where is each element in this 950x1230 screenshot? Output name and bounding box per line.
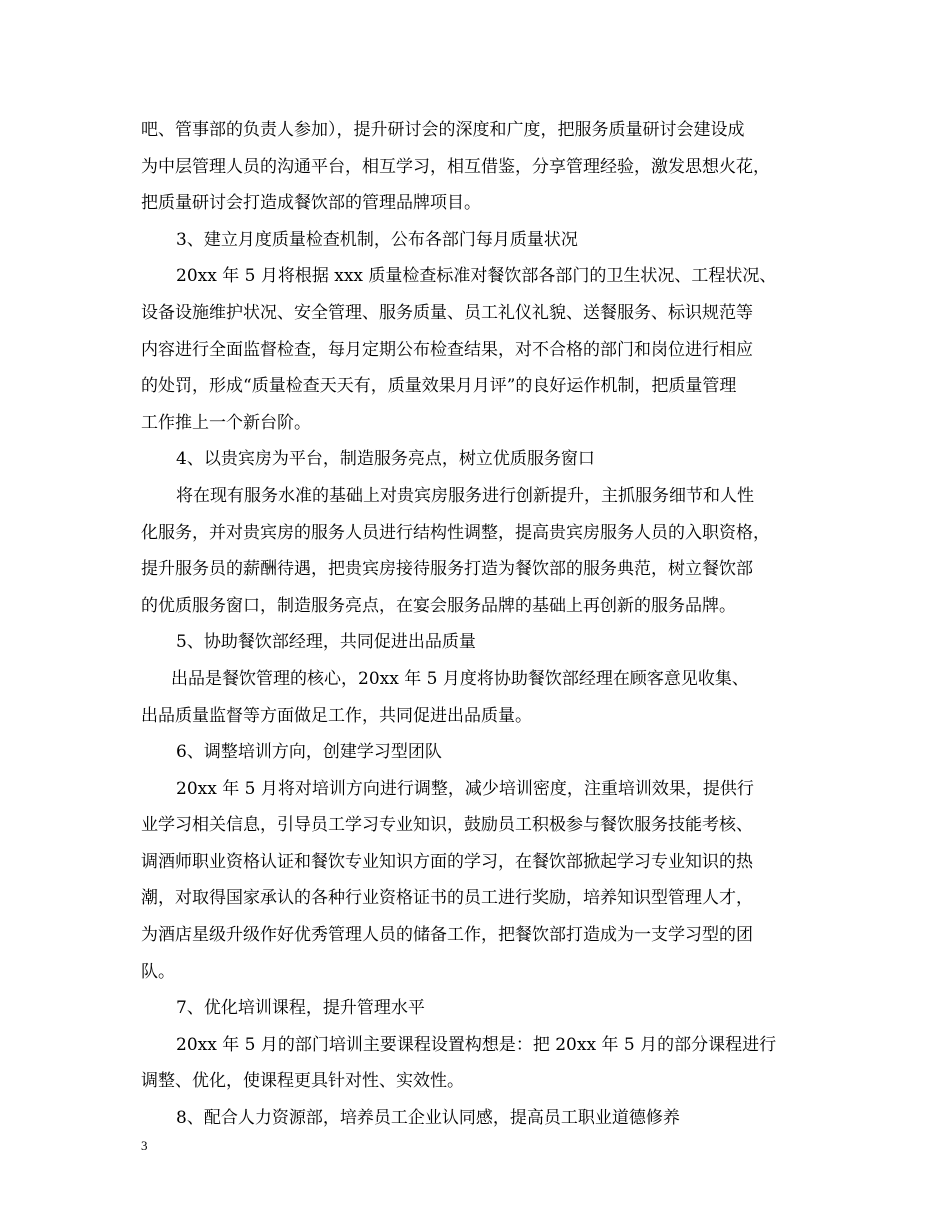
body-text [141,112,813,1137]
text-line: 将在现有服务水准的基础上对贵宾房服务进行创新提升，主抓服务细节和人性 [176,485,754,506]
text-line: 吧、管事部的负责人参加），提升研讨会的深度和广度，把服务质量研讨会建设成 [141,120,745,140]
text-line: 工作推上一个新台阶。 [141,412,311,433]
text-line: 20xx 年 5 月的部门培训主要课程设置构想是：把 20xx 年 5 月的部分课程进行 [176,1034,777,1055]
text-line: 出品质量监督等方面做足工作，共同促进出品质量。 [141,705,532,726]
text-line: 20xx 年 5 月将对培训方向进行调整，减少培训密度，注重培训效果，提供行 [176,778,754,799]
text-line: 为酒店星级升级作好优秀管理人员的储备工作，把餐饮部打造成为一支学习型的团 [141,925,753,946]
text-line: 化服务，并对贵宾房的服务人员进行结构性调整，提高贵宾房服务人员的入职资格， [141,522,770,543]
text-line: 队。 [141,961,175,982]
text-line: 的处罚，形成“质量检查天天有，质量效果月月评”的良好运作机制，把质量管理 [141,376,737,397]
text-line: 出品是餐饮管理的核心，20xx 年 5 月度将协助餐饮部经理在顾客意见收集、 [171,668,749,689]
text-line: 调整、优化，使课程更具针对性、实效性。 [141,1071,464,1092]
text-line: 的优质服务窗口，制造服务亮点，在宴会服务品牌的基础上再创新的服务品牌。 [141,595,736,616]
section-heading-6: 6、调整培训方向，创建学习型团队 [176,742,442,763]
text-line: 设备设施维护状况、安全管理、服务质量、员工礼仪礼貌、送餐服务、标识规范等 [141,302,753,323]
section-heading-5: 5、协助餐饮部经理，共同促进出品质量 [176,632,476,653]
section-heading-3: 3、建立月度质量检查机制，公布各部门每月质量状况 [176,229,578,250]
text-line: 为中层管理人员的沟通平台，相互学习，相互借鉴，分享管理经验，激发思想火花， [141,156,770,177]
text-line: 调酒师职业资格认证和餐饮专业知识方面的学习，在餐饮部掀起学习专业知识的热 [141,851,753,872]
section-heading-8: 8、配合人力资源部，培养员工企业认同感，提高员工职业道德修养 [176,1108,680,1129]
section-heading-4: 4、以贵宾房为平台，制造服务亮点，树立优质服务窗口 [176,449,595,470]
section-heading-7: 7、优化培训课程，提升管理水平 [176,998,425,1019]
text-line: 提升服务员的薪酬待遇，把贵宾房接待服务打造为餐饮部的服务典范，树立餐饮部 [141,559,753,580]
text-line: 把质量研讨会打造成餐饮部的管理品牌项目。 [141,193,481,214]
text-line: 业学习相关信息，引导员工学习专业知识，鼓励员工积极参与餐饮服务技能考核、 [141,815,753,836]
text-line: 潮，对取得国家承认的各种行业资格证书的员工进行奖励，培养知识型管理人才， [141,888,753,909]
text-line: 20xx 年 5 月将根据 xxx 质量检查标准对餐饮部各部门的卫生状况、工程状况、 [176,266,777,287]
text-line: 内容进行全面监督检查，每月定期公布检查结果，对不合格的部门和岗位进行相应 [141,339,753,360]
page-number: 3 [141,1138,148,1153]
